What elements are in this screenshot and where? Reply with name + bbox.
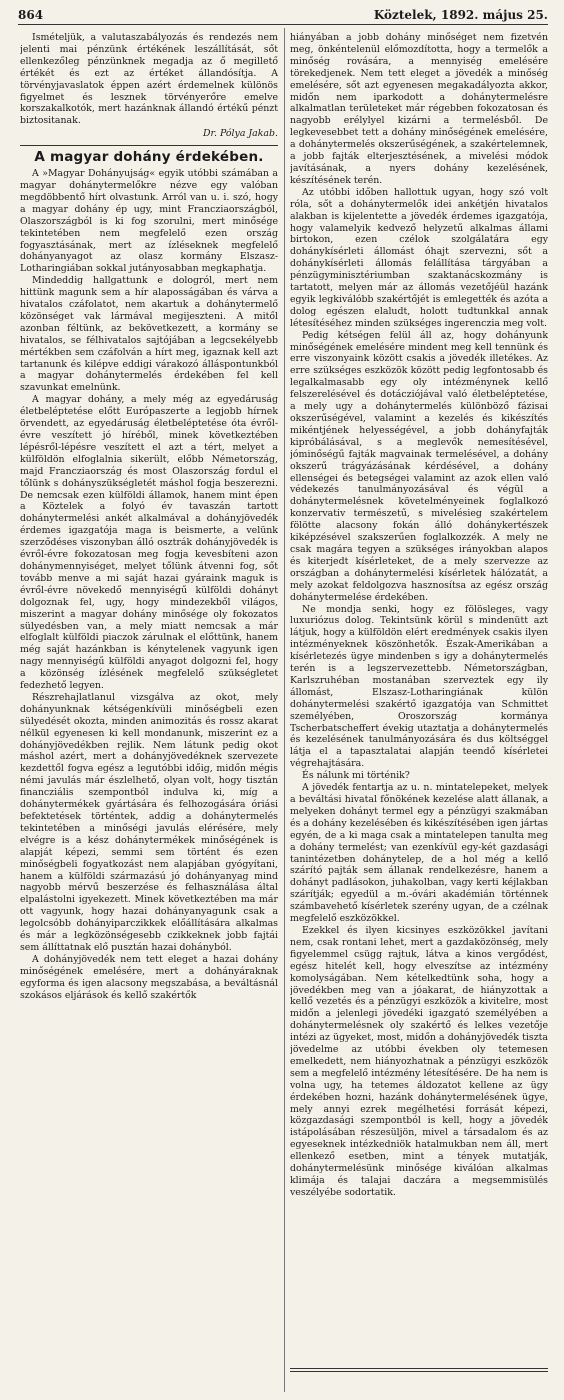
article-paragraph: A dohányjövedék nem tett eleget a hazai dohány minőségének emelésére, mert a dohányáraknak egyforma és igen alacsony megszabása, a beváltásnál szokásos eljárások és kellő szakértők — [20, 953, 278, 1001]
article-paragraph: A »Magyar Dohányujság« egyik utóbbi számában a magyar dohánytermelőkre nézve egy valóban megdöbbentő hírt olvastunk. Arról van u. i. szó, hogy a magyar dohány ép ugy, mint Francziaországból, Olaszországból is ki fog szorulni, mert minősége tekintetében nem megfelelő ezen ország fogyasztásának, mert az ízléseknek megfelelő dohányanyagot az olasz kormány Elszasz-Lotharingiában sokkal jutányosabban megkaphatja. — [20, 168, 278, 275]
article-title: A magyar dohány érdekében. — [34, 149, 264, 166]
column-divider — [284, 28, 285, 1392]
article-paragraph: Részrehajlatlanul vizsgálva az okot, mely dohányunknak kétségenkívüli minőségbeli ezen sülyedését okozta, minden animozitás és rossz akarat nélkül egyenesen ki kell mondanunk, miszerint ez a dohányjövedékben rejlik. Nem látunk pedig okot máshol azért, mert a dohányjövedéknek szervezete kezdettől fogva egész a legutóbbi időig, midőn mégis némi javulás már észlelhető, olyan volt, hogy tisztán financziális szempontból indulva ki, míg a dohánytermékek gyártására és felhozogására óriási befektetések történtek, addig a dohánytermelés tekintetében a minőségi javulás elérésére, mely elvégre is a kész dohánytermékek minőségének is alapját képezi, semmi sem történt és ezen minőségbeli fogyatkozást nem alapjában gyógyítani, hanem a külföldi származású jó dohányanyag mind nagyobb mérvű beszerzése és felhasználása által elpalástolni igyekezett. Minek következtében ma már ott vagyunk, hogy hazai dohányanyagunk csak a legolcsóbb dohányiparczikkek előállítására alkalmas és már a legközönségesebb czikkeknek jobb fajtái sem állíttatnak elő pusztán hazai dohányból. — [20, 691, 278, 953]
article-paragraph: És nálunk mi történik? — [302, 770, 410, 782]
right-column — [290, 32, 548, 1362]
article-paragraph: Mindeddig hallgattunk e dologról, mert nem hittünk magunk sem a hír alaposságában és várva a hivatalos czáfolatot, nem akartuk a dohánytermelő közönséget vak lármával megijeszteni. A mitől azonban féltünk, az bekövetkezett, a kormány se hivatalos, se félhivatalos sajtójában a legcsekélyebb mértékben sem czáfolván a hírt meg, igaznak kell azt tartanunk és kilépve eddigi várakozó álláspontunkból a magyar dohánytermelés érdekében fel kell szavunkat emelnünk. — [20, 275, 278, 394]
page-header — [18, 6, 548, 24]
prev-article-signature: Dr. Pólya Jakab. — [203, 128, 278, 140]
publication-date: Köztelek, 1892. május 25. — [373, 8, 548, 22]
end-rule — [290, 1368, 548, 1374]
article-paragraph: Ne mondja senki, hogy ez fölösleges, vagy luxuriózus dolog. Tekintsünk körül s mindenütt azt látjuk, hogy a külföldön elért eredmények csakis ilyen intézményeknek köszönhetők. Észak-Amerikában a kísérletezés ügye mindenben s igy a dohánytermelés terén is a legszervezettebb. Németországban, Karlszruhéban mostanában szerveztek egy ily állomást, Elszasz-Lotharingiának külön dohánytermelési szakértő igazgatója van Schmittet személyében, Oroszország kormánya Tscherbatscheffert évekig utaztatja a dohánytermelés és kezelésének tanulmányozására és dus költséggel látja el a tapasztalatai alapján teendő kísérletei végrehajtására. — [290, 603, 548, 770]
article-paragraph: Ezekkel és ilyen kicsinyes eszközökkel javítani nem, csak rontani lehet, mert a gazdaközönség, mely figyelemmel csügg rajtuk, látva a kinos vergődést, egész hitelét kell, hogy elveszítse az intézmény komolyságában. Nem kételkedtünk soha, hogy a jövedékben meg van a jóakarat, de hiányzottak a kellő vezetés és a pénzügyi eszközök a kivitelre, most midőn a jelenlegi jövedéki igazgató személyében a dohánytermelésnek oly szakértő és lelkes vezetője intézi az ügyeket, most, midőn a dohányjövedék tiszta jövedelme az utóbbi években oly tetemesen emelkedett, nem hiányozhatnak a pénzügyi eszközök sem a megfelelő intézmény létesítésére. De ha nem is volna ugy, ha tetemes áldozatot kellene az ügy érdekében hozni, hazánk dohánytermelésének ügye, mely annyi ezrek megélhetési forrását képezi, közgazdasági szempontból is kell, hogy a jövedék istápolásában részesüljön, mivel a társadalom és az egyeseknek intézkedniök hatalmukban nem áll, mert ellenkező esetben, mint a tények mutatják, dohánytermelésünk minősége kiválóan alkalmas klimája és talajai daczára a megsemmisülés veszélyébe sodortatik. — [290, 924, 548, 1198]
article-paragraph: A magyar dohány, a mely még az egyedáruság életbeléptetése előtt Európaszerte a legjobb hírnek örvendett, az egyedáruság életbeléptetése óta évről-évre veszített jó híréből, minek következtében lépésről-lépésre veszített el azt a tért, melyet a külföldön elfoglalnia sikerült, előbb Németország, majd Francziaország és most Olaszország fordul el tőlünk s dohányszükségletét máshol fogja beszerezni. De nemcsak ezen külföldi államok, hanem mint épen a Köztelek a folyó év tavaszán tartott dohánytermelési ankét alkalmával a dohányjövedék érdemes igazgatója maga is beismerte, a velünk szerződéses viszonyban álló osztrák dohányjövedék is évről-évre fokozatosan meg fogja kevesbíteni azon dohánymennyiséget, melyet tőlünk átvenni fog, sőt tovább menve a mi saját hazai gyáraink maguk is évről-évre növekedő mennyiségű külföldi dohányt dolgoznak fel, ugy, hogy mindezekből világos, miszerint a magyar dohány minősége oly fokozatos sülyedésben van, a mely miatt nemcsak a már elfoglalt külföldi piaczok zárulnak el előttünk, hanem még saját hazánkban is kénytelenek vagyunk igen nagy mennyiségű külföldi anyagot dolgozni fel, hogy a közönség ízlésének megfelelő szükségletet fedezhető legyen. — [20, 394, 278, 692]
article-paragraph: A jövedék fentartja az u. n. mintatelepeket, melyek a beváltási hivatal főnökének kezelése alatt állanak, a melyeken dohányt termel egy a pénzügyi szakmában és a dohány kezelésében és kikészítésében igen jártas egyén, de a ki maga csak a mintatelepen tanulta meg a dohány termelést; van ezenkívül egy-két gazdasági tanintézetben dohánytelep, de a hol még a kellő szárító pajták sem állanak rendelkezésre, hanem a dohányt padlásokon, juhakolban, vagy kerti kéjlakban szárítják; egyedül a m.-óvári akadémián történnek számbavehető kísérletek szerény ugyan, de a czélnak megfelelő eszközökkel. — [290, 782, 548, 925]
prev-article-paragraph: Ismételjük, a valutaszabályozás és rendezés nem jelenti mai pénzünk értékének leszállítását, sőt ellenkezőleg pénzünknek megadja az ő megillető értékét és ezt az értéket állandósítja. A törvényjavaslatok éppen azért érdemelnek különös figyelmet és lesznek törvényerőre emelve korszakalkotók, mert hazánknak állandó értékű pénzt biztositanak. — [20, 32, 278, 127]
page-number: 864 — [18, 8, 44, 22]
section-rule — [20, 145, 278, 146]
article-paragraph: Pedig kétségen felül áll az, hogy dohányunk minőségének emelésére mindent meg kell tennünk és erre viszonyaink között csakis a jövedék illetékes. Az erre szükséges eszközök között pedig legfontosabb és legalkalmasabb egy oly intézménynek kellő felszerelésével és dotácziójával való életbeléptetése, a mely ugy a dohánytermelés különböző fázisai okszerűségével, valamint a kezelés és kikészítés mikéntjének helyességével, a jobb dohányfajták kipróbálásával, s a meglevők nemesítésével, jóminőségű fajták magvainak termelésével, a dohány okszerű trágyázásának kérdésével, a dohány ellenségei és betegségei valamint az azok ellen való védekezés tanulmányozásával és végül a dohánytermelésnek követelményeinek foglalkozó konzervativ természetű, s mivelésieg szakértelem fölötte alacsony fokán álló dohánykertészek kiképzésével szakszerűen foglalkozzék. A mely ne csak magára tegyen a szükséges irányokban alapos és kiterjedt kísérleteket, de a mely szervezze az országban a dohánytermelési kísérletek hálózatát, a mely azokat feldolgozva hasznosítsa az egész ország dohánytermelése érdekében. — [290, 329, 548, 603]
article-paragraph: hiányában a jobb dohány minőséget nem fizetvén meg, önkéntelenül előmozdította, hogy a termelők a minőség rovására, a mennyiség emelésére törekedjenek. Nem tett eleget a jövedék a minőség emelésére, sőt azt egyenesen megakadályozta akkor, midőn nem iparkodott a dohánytermelésre alkalmatlan területeket már régebben fokozatosan és nagyobb erélylyel kizárni a termelésből. De legkevesebbet tett a dohány minőségének emelésére, a dohánytermelés okszerűségének, a szakértelemnek, a jobb fajták elterjesztésének, a mivelési módok javításának, a nyers dohány kezelésének, készítésének terén. — [290, 32, 548, 186]
header-rule — [18, 24, 548, 25]
left-column — [20, 32, 278, 1392]
article-paragraph: Az utóbbi időben hallottuk ugyan, hogy szó volt róla, sőt a dohánytermelők idei ankétjén hivatalos alakban is kijelentette a jövedék érdemes igazgatója, hogy valamelyik kedvező helyzetű alkalmas állami birtokon, ezen czélok szolgálatára egy dohánykísérleti állomást óhajt szervezni, sőt a dohánykísérleti állomás felállítása tárgyában a pénzügyminisztériumban szaktanácskozmány is tartatott, melyen már az állomás vezetőjéül hazánk egyik legkiválóbb szakértőjét is emlegették és azóta a dolog egészen elaludt, holott tudtunkkal annak létesítéséhez minden szükséges ingerencziа meg volt. — [290, 186, 548, 329]
